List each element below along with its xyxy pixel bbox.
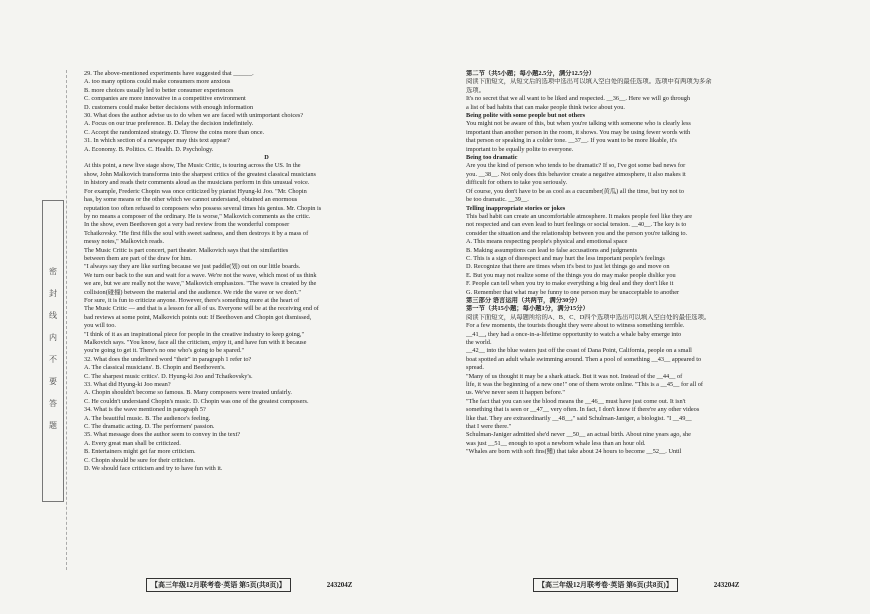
- text-line: A. The beautiful music. B. The audience's feeling.: [84, 414, 211, 422]
- text-line: not respected and can even lead to hurt feelings or social tension. __40__. The key is to: [466, 221, 687, 229]
- text-line: 34. What is the wave mentioned in paragraph 5?: [84, 406, 206, 414]
- text-line: 阅读下面短文，从每题所给的A、B、C、D四个选项中选出可以填入空白处的最佳选项。: [466, 313, 711, 321]
- text-line: A. The classical musicians'. B. Chopin and Beethoven's.: [84, 364, 226, 372]
- text-line: boat spotted an adult whale swimming around. Then a pool of something __43__ appeared to: [466, 355, 702, 363]
- text-line: "The fact that you can see the blood means the __46__ must have just come out. It isn't: [466, 397, 686, 405]
- right-footer: [533, 578, 739, 592]
- text-line: you will too.: [84, 322, 117, 330]
- text-line: a list of bad habits that can make people think twice about you.: [466, 103, 625, 111]
- text-line: 第一节（共15小题；每小题1分，满分15分）: [466, 305, 589, 313]
- text-line: It's no secret that we all want to be liked and respected. __36__. Here we will go through: [466, 95, 691, 103]
- text-line: show, John Malkovich transforms into the sharpest critics of the greatest classical musicians: [84, 170, 316, 178]
- text-line: you're going to get it. There's no one who's going to be spared.": [84, 347, 245, 355]
- text-line: important to be equally polite to everyone.: [466, 145, 574, 153]
- text-line: "I always say they are like surfing because we just paddle(划) out on our little boards.: [84, 263, 301, 271]
- text-line: in history and reads their comments aloud as the musicians perform in this unusual voice.: [84, 179, 310, 187]
- text-line: For a few moments, the tourists thought they were about to witness something terrible.: [466, 322, 685, 330]
- text-line: 32. What does the underlined word "their" in paragraph 1 refer to?: [84, 355, 252, 363]
- text-line: For example, Frederic Chopin was once criticized by pianist Hyung-ki Joo. "Mr. Chopin: [84, 187, 307, 195]
- text-line: The Music Critic — and that is a lesson for all of us. Everyone will be at the receiving end of: [84, 305, 319, 313]
- text-line: we are, but we are really not the wave," Malkovich emphasizes. "The wave is created by the: [84, 280, 317, 288]
- text-line: life, it was the beginning of a new one!" one of them wrote online. "This is a __45__ for all of: [466, 381, 704, 389]
- text-line: B. Entertainers might get far more criticism.: [84, 448, 196, 456]
- text-line: C. companies are more innovative in a competitive environment: [84, 95, 246, 103]
- text-line: C. Chopin should be sure for their criticism.: [84, 456, 196, 464]
- text-line: __41__, they had a once-in-a-lifetime opportunity to watch a whale baby emerge into: [466, 330, 682, 338]
- text-line: "I think of it as an inspirational piece for people in the creative industry to keep going,": [84, 330, 305, 338]
- text-line: Malkovich says. "You know, face all the criticism, enjoy it, and have fun with it because: [84, 339, 307, 346]
- text-line: Being polite with some people but not others: [466, 112, 586, 120]
- sealing-dash-line: [66, 70, 67, 570]
- text-line: us. We've never seen it happen before.": [466, 389, 565, 397]
- text-line: 30. What does the author advise us to do when we are faced with unimportant choices?: [84, 112, 304, 120]
- text-line: 阅读下面短文，从短文后的选项中选出可以填入空白处的最佳选项。选项中有两项为多余: [466, 78, 712, 86]
- text-line: A. Focus on our true preference. B. Delay the decision indefinitely.: [84, 120, 254, 128]
- text-line: 29. The above-mentioned experiments have suggested that ______.: [84, 70, 254, 77]
- text-line: consider the situation and the relationship between you and the person you're talking to.: [466, 229, 688, 237]
- text-line: We turn our back to the sun and wait for a wave. We're not the wave, which most of us think: [84, 271, 317, 279]
- text-line: C. He couldn't understand Chopin's music. D. Chopin was one of the greatest composers.: [84, 397, 309, 405]
- text-line: something that is seen or __47__ very often. In fact, I don't know if there're any other videos: [466, 406, 700, 414]
- text-line: C. The sharpest music critics'. D. Hyung-ki Joo and Tchaikovsky's.: [84, 372, 253, 380]
- text-line: A. This means respecting people's physical and emotional space: [466, 238, 628, 246]
- text-line: __42__ into the blue waters just off the coast of Dana Point, California, people on a small: [466, 347, 692, 355]
- text-line: C. The dramatic acting. D. The performers' passion.: [84, 423, 215, 431]
- text-line: A. Chopin shouldn't become so famous. B. Many composers were treated unfairly.: [84, 389, 292, 397]
- text-line: A. Every great man shall be criticized.: [84, 439, 181, 447]
- text-line: D. customers could make better decisions with enough information: [84, 103, 254, 111]
- text-line: Tchaikovsky. "He first fills the soul with sweet sadness, and then destroys it by a mass of: [84, 229, 309, 237]
- text-line: Are you the kind of person who tends to be dramatic? If so, I've got some bad news for: [466, 162, 686, 170]
- text-line: The Music Critic is part concert, part theater. Malkovich says that the similarities: [84, 246, 289, 254]
- text-line: you. __38__. Not only does this behavior create a negative atmosphere, it also makes it: [466, 170, 686, 178]
- text-line: At this point, a new live stage show, The Music Critic, is touring across the US. In the: [84, 162, 301, 170]
- text-line: E. But you may not realize some of the things you do may make people dislike you: [466, 271, 676, 279]
- left-footer-label: 【高三年级12月联考卷·英语 第5页(共8页)】: [146, 578, 291, 592]
- text-line: "Whales are born with soft fins(鳍) that take about 24 hours to become __52__. Until: [466, 448, 682, 456]
- text-line: Being too dramatic: [466, 154, 518, 162]
- text-line: C. This is a sign of disrespect and may hurt the less important people's feelings: [466, 254, 665, 262]
- text-line: 选项。: [466, 86, 485, 94]
- left-footer-code: 243204Z: [326, 581, 353, 589]
- right-page: [466, 70, 786, 457]
- text-line: B. more choices usually led to better consumer experiences: [84, 86, 234, 94]
- text-line: like that. They are extraordinarily __48__," said Schulman-Janiger, a biologist. "I __49__: [466, 414, 692, 422]
- text-line: messy notes," Malkovich reads.: [84, 238, 165, 246]
- text-line: In the show, even Beethoven got a very bad review from the wonderful composer: [84, 221, 290, 229]
- text-line: For sure, it is fun to criticize anyone. However, there's something more at the heart of: [84, 296, 300, 304]
- text-line: the world.: [466, 339, 492, 346]
- text-line: A. too many options could make consumers more anxious: [84, 78, 231, 86]
- text-line: difficult for others to take you seriously.: [466, 179, 568, 187]
- text-line: be too dramatic. __39__.: [466, 196, 529, 204]
- text-line: was just __51__ enough to spot a newborn whale less than an hour old.: [466, 439, 646, 447]
- text-line: C. Accept the randomized strategy. D. Throw the coins more than once.: [84, 128, 265, 136]
- text-line: D: [264, 154, 269, 162]
- text-line: G. Remember that what may be funny to one person may be unacceptable to another: [466, 288, 680, 296]
- text-line: that I were there.": [466, 423, 512, 431]
- text-line: D. Recognize that there are times when it's best to just let things go and move on: [466, 263, 670, 271]
- text-line: spread.: [466, 364, 485, 372]
- sealing-line-text: 密 封 线 内 不 要 答 题: [48, 267, 58, 435]
- text-line: You might not be aware of this, but when you're talking with someone who is clearly less: [466, 120, 691, 128]
- text-line: D. We should face criticism and try to have fun with it.: [84, 465, 223, 473]
- text-line: important than another person in the room, it shows. You may be using fewer words with: [466, 128, 691, 136]
- text-line: has, by some means or the other which we cannot understand, obtained an enormous: [84, 196, 298, 204]
- left-footer: [146, 578, 352, 592]
- text-line: Schulman-Janiger admitted she'd never __50__ an actual birth. About nine years ago, she: [466, 431, 691, 439]
- text-line: F. People can tell when you try to make everything a big deal and they don't like it: [466, 280, 674, 288]
- sealing-line-notice: [42, 200, 64, 502]
- text-line: bad reviews at some point, Malkovich points out: If Beethoven and Chopin got dismissed,: [84, 313, 312, 321]
- text-line: collision(碰撞) between the material and the audience. We ride the wave or we don't.": [84, 288, 301, 296]
- text-line: 31. In which section of a newspaper may this text appear?: [84, 137, 231, 145]
- text-line: This bad habit can create an uncomfortable atmosphere. It makes people feel like they are: [466, 212, 693, 220]
- text-line: Telling inappropriate stories or jokes: [466, 204, 566, 212]
- left-page: [84, 70, 449, 474]
- text-line: 35. What message does the author seem to convey in the text?: [84, 431, 241, 439]
- text-line: by no means a composer of the ordinary. He is worse," Malkovich comments as the critic.: [84, 212, 311, 220]
- text-line: Of course, you don't have to be as cool as a cucumber(黄瓜) all the time, but try not to: [466, 187, 684, 195]
- text-line: that person or speaking in a colder tone. __37__. If you want to be more likable, it's: [466, 137, 677, 145]
- text-line: reputation too often refused to composers who possess several times his genius. Mr. Chopin is: [84, 204, 322, 212]
- text-line: 第三部分 语言运用（共两节，满分30分）: [466, 296, 581, 304]
- text-line: B. Making assumptions can lead to false accusations and judgments: [466, 246, 638, 254]
- text-line: 第二节（共5小题；每小题2.5分，满分12.5分）: [466, 70, 596, 77]
- text-line: 33. What did Hyung-ki Joo mean?: [84, 381, 171, 389]
- right-footer-label: 【高三年级12月联考卷·英语 第6页(共8页)】: [533, 578, 678, 592]
- text-line: between them are part of the draw for him.: [84, 254, 192, 262]
- text-line: "Many of us thought it may be a shark attack. But it was not. Instead of the __44__ of: [466, 372, 683, 380]
- right-footer-code: 243204Z: [713, 581, 740, 589]
- text-line: A. Economy. B. Politics. C. Health. D. Psychology.: [84, 145, 214, 153]
